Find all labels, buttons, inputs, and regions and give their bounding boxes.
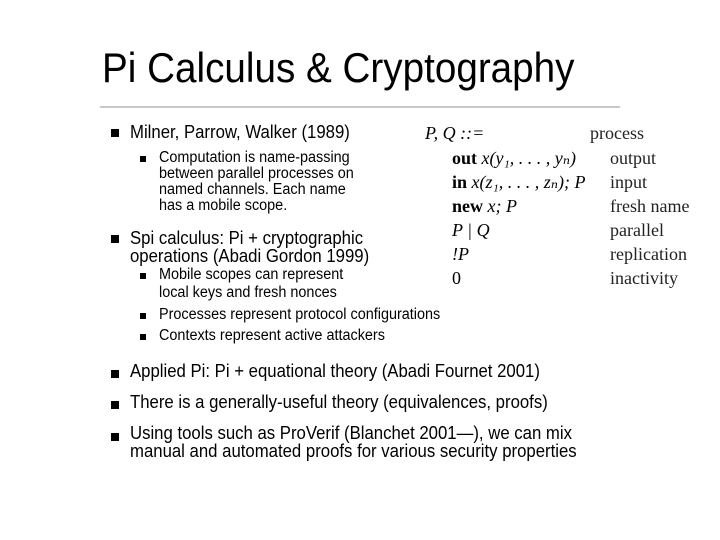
bullet-text: Milner, Parrow, Walker (1989) bbox=[130, 122, 350, 142]
bullet-text: Applied Pi: Pi + equational theory (Abadi Fournet 2001) bbox=[130, 361, 540, 381]
sub-bullet-marker bbox=[140, 313, 146, 319]
grammar-expr: 0 bbox=[452, 268, 461, 288]
bullet-marker bbox=[111, 235, 119, 243]
grammar-keyword: in bbox=[452, 172, 468, 192]
bullet-text: Using tools such as ProVerif (Blanchet 2001—), we can mix bbox=[130, 423, 572, 443]
grammar-row bbox=[452, 196, 517, 216]
grammar-header-right: process bbox=[590, 123, 644, 143]
grammar-header-left: P, Q ::= bbox=[425, 123, 485, 143]
bullet-text: operations (Abadi Gordon 1999) bbox=[130, 246, 370, 266]
grammar-expr: x(z₁, . . . , zₙ); P bbox=[467, 172, 586, 192]
sub-bullet-marker bbox=[140, 334, 146, 340]
sub-bullet-text: between parallel processes on bbox=[159, 165, 354, 182]
sub-bullet-text: Mobile scopes can represent bbox=[159, 266, 344, 283]
bullet-text: Spi calculus: Pi + cryptographic bbox=[130, 228, 364, 248]
grammar-label: input bbox=[610, 172, 648, 192]
bullet-text: manual and automated proofs for various security properties bbox=[130, 441, 577, 461]
sub-bullet-text: has a mobile scope. bbox=[159, 197, 288, 214]
grammar-expr: x; P bbox=[483, 196, 517, 216]
sub-bullet-text: Computation is name-passing bbox=[159, 149, 350, 166]
grammar-row bbox=[452, 148, 576, 168]
grammar-label: output bbox=[610, 148, 657, 168]
grammar-expr: x(y₁, . . . , yₙ) bbox=[477, 148, 577, 168]
grammar-label: replication bbox=[610, 244, 687, 264]
sub-bullet-text: Contexts represent active attackers bbox=[159, 327, 385, 344]
bullet-marker bbox=[111, 370, 119, 378]
bullet-marker bbox=[111, 129, 119, 137]
title-underline bbox=[100, 106, 620, 108]
grammar-row bbox=[452, 244, 469, 264]
bullet-text: There is a generally-useful theory (equivalences, proofs) bbox=[130, 392, 548, 412]
grammar-label: fresh name bbox=[610, 196, 690, 216]
grammar-label: parallel bbox=[610, 220, 664, 240]
grammar-row bbox=[452, 220, 490, 240]
sub-bullet-marker bbox=[140, 273, 146, 279]
bullet-marker bbox=[111, 433, 119, 441]
grammar-label: inactivity bbox=[610, 268, 678, 288]
sub-bullet-text: named channels. Each name bbox=[159, 181, 346, 198]
grammar-row bbox=[452, 268, 461, 288]
page-title: Pi Calculus & Cryptography bbox=[102, 44, 575, 91]
sub-bullet-text: Processes represent protocol configurations bbox=[159, 306, 441, 323]
grammar-keyword: out bbox=[452, 148, 478, 168]
grammar-row bbox=[452, 172, 586, 192]
grammar-keyword: new bbox=[452, 196, 483, 216]
sub-bullet-text: local keys and fresh nonces bbox=[159, 284, 337, 301]
bullet-marker bbox=[111, 401, 119, 409]
sub-bullet-marker bbox=[140, 156, 146, 162]
grammar-expr: !P bbox=[452, 244, 469, 264]
grammar-expr: P | Q bbox=[452, 220, 490, 240]
